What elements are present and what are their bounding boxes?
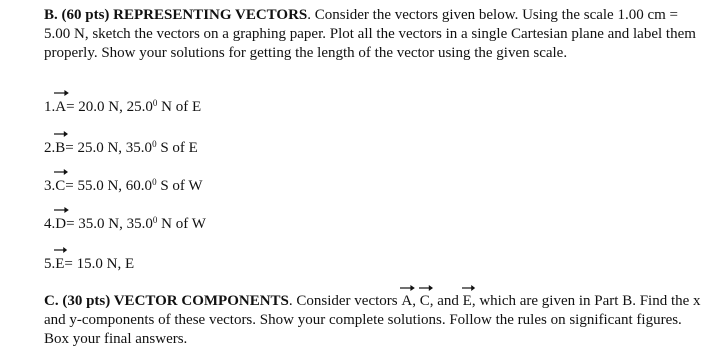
vector-symbol: A	[55, 95, 66, 117]
vector-magnitude: = 25.0 N, 35.0	[65, 140, 153, 156]
section-b-paragraph	[44, 6, 704, 63]
vector-arrow-icon	[462, 284, 475, 292]
vector-arrow-icon	[54, 89, 69, 97]
vector-arrow-icon	[419, 284, 433, 292]
vector-number: 5.	[44, 256, 56, 272]
vector-symbol-c: C	[420, 290, 430, 311]
vector-item-1	[44, 95, 201, 115]
vector-symbol: D	[55, 212, 66, 234]
vector-arrow-icon	[54, 130, 68, 138]
section-c-heading: C. (30 pts) VECTOR COMPONENTS	[44, 293, 289, 309]
vector-item-3	[44, 174, 203, 194]
degree-mark: 0	[152, 215, 158, 225]
vector-symbol-a: A	[401, 290, 412, 311]
vector-number: 1.	[44, 99, 56, 115]
vector-magnitude: = 15.0 N, E	[64, 256, 135, 272]
vector-number: 4.	[44, 216, 56, 232]
vector-direction: N of W	[157, 216, 206, 232]
degree-mark: 0	[152, 177, 157, 187]
section-b-instructions: . Consider the vectors given below. Using the scale 1.00 cm = 5.00 N, sketch the vectors on a graphing paper. Plot all the vectors in a single Cartesian plane and label them properly. Show your solutions for getting the length of the vector using the given scale.	[44, 7, 696, 61]
vector-number: 2.	[44, 140, 56, 156]
vector-arrow-icon	[400, 284, 415, 292]
vector-item-2	[44, 136, 198, 156]
vector-symbol: C	[55, 174, 65, 196]
vector-symbol-e: E	[463, 290, 472, 311]
degree-mark: 0	[152, 98, 158, 108]
vector-magnitude: = 55.0 N, 60.0	[65, 178, 153, 194]
vector-arrow-icon	[54, 168, 68, 176]
vector-arrow-icon	[54, 246, 67, 254]
section-c-intro: . Consider vectors	[288, 293, 402, 309]
vector-direction: S of E	[156, 140, 198, 156]
section-c-rest: , which are given in Part B. Find the x and y-components of these vectors. Show your complete solutions. Follow the rules on significant figures. Box your final answers.	[44, 293, 701, 347]
vector-symbol: B	[55, 136, 65, 158]
vector-direction: N of E	[157, 99, 202, 115]
vector-symbol: E	[55, 252, 64, 274]
section-c-paragraph: C. (30 pts) VECTOR COMPONENTS. Consider vectors A, C, and E, which are given in Part B. Find the x and y-components of these vectors. Show your complete solutions. Follow the rules on significant figures. Box your final answers.	[44, 290, 704, 349]
degree-mark: 0	[152, 139, 157, 149]
vector-magnitude: = 35.0 N, 35.0	[66, 216, 153, 232]
vector-item-5	[44, 252, 134, 272]
vector-number: 3.	[44, 178, 56, 194]
section-b-heading: B. (60 pts) REPRESENTING VECTORS	[44, 7, 308, 23]
vector-direction: S of W	[156, 178, 203, 194]
vector-magnitude: = 20.0 N, 25.0	[66, 99, 153, 115]
vector-item-4	[44, 212, 206, 232]
vector-arrow-icon	[54, 206, 69, 214]
